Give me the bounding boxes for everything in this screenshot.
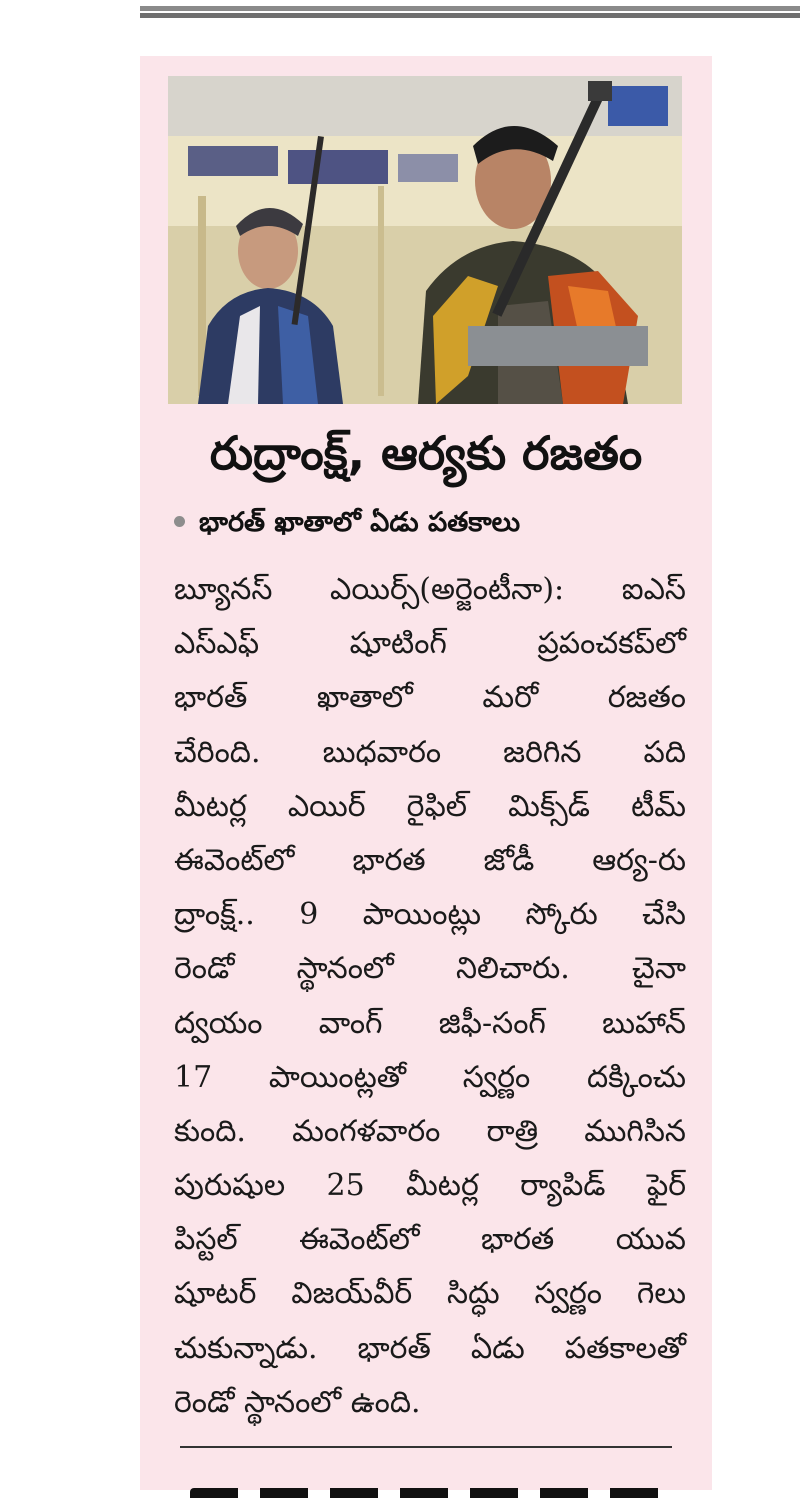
article-body xyxy=(174,563,686,1430)
article-headline: రుద్రాంక్ష్, ఆర్యకు రజతం xyxy=(209,426,643,480)
body-line: భారత్ ఖాతాలో మరో రజతం xyxy=(174,680,686,716)
body-line: ద్రాంక్ష్.. 9 పాయింట్లు స్కోరు చేసి xyxy=(174,897,686,933)
body-line: రెండో స్థానంలో నిలిచారు. చైనా xyxy=(174,951,686,987)
photo-illustration xyxy=(168,76,682,404)
article-divider xyxy=(180,1446,672,1448)
body-line: మీటర్ల ఎయిర్ రైఫిల్ మిక్స్‌డ్ టీమ్ xyxy=(174,788,686,824)
body-line: పిస్టల్ ఈవెంట్‌లో భారత యువ xyxy=(174,1222,686,1258)
body-line: బ్యూనస్ ఎయిర్స్(అర్జెంటీనా): ఐఎస్ xyxy=(174,572,686,607)
body-line: చుకున్నాడు. భారత్ ఏడు పతకాలతో xyxy=(174,1330,686,1366)
body-line: పురుషుల 25 మీటర్ల ర్యాపిడ్ ఫైర్ xyxy=(174,1168,686,1204)
top-rule xyxy=(140,4,800,22)
body-line: ఎస్ఎఫ్ షూటింగ్ ప్రపంచకప్‌లో xyxy=(174,626,686,662)
body-line: ద్వయం వాంగ్ జిఫీ-సంగ్ బుహాన్ xyxy=(174,1005,686,1041)
body-line: 17 పాయింట్లతో స్వర్ణం దక్కించు xyxy=(174,1059,686,1095)
body-line: రెండో స్థానంలో ఉంది. xyxy=(174,1384,421,1420)
body-line: చేరింది. బుధవారం జరిగిన పది xyxy=(174,734,686,770)
body-line: కుంది. మంగళవారం రాత్రి ముగిసిన xyxy=(174,1113,686,1149)
body-line: ఈవెంట్‌లో భారత జోడీ ఆర్య-రు xyxy=(174,842,686,878)
subheading-text: భారత్ ఖాతాలో ఏడు పతకాలు xyxy=(199,507,521,538)
article-photo-two-shooters xyxy=(168,76,682,404)
article-subheading xyxy=(174,501,694,545)
body-line: షూటర్ విజయ్‌వీర్ సిద్ధు స్వర్ణం గెలు xyxy=(174,1276,686,1312)
bullet-icon xyxy=(174,516,185,527)
news-article xyxy=(140,56,712,1490)
